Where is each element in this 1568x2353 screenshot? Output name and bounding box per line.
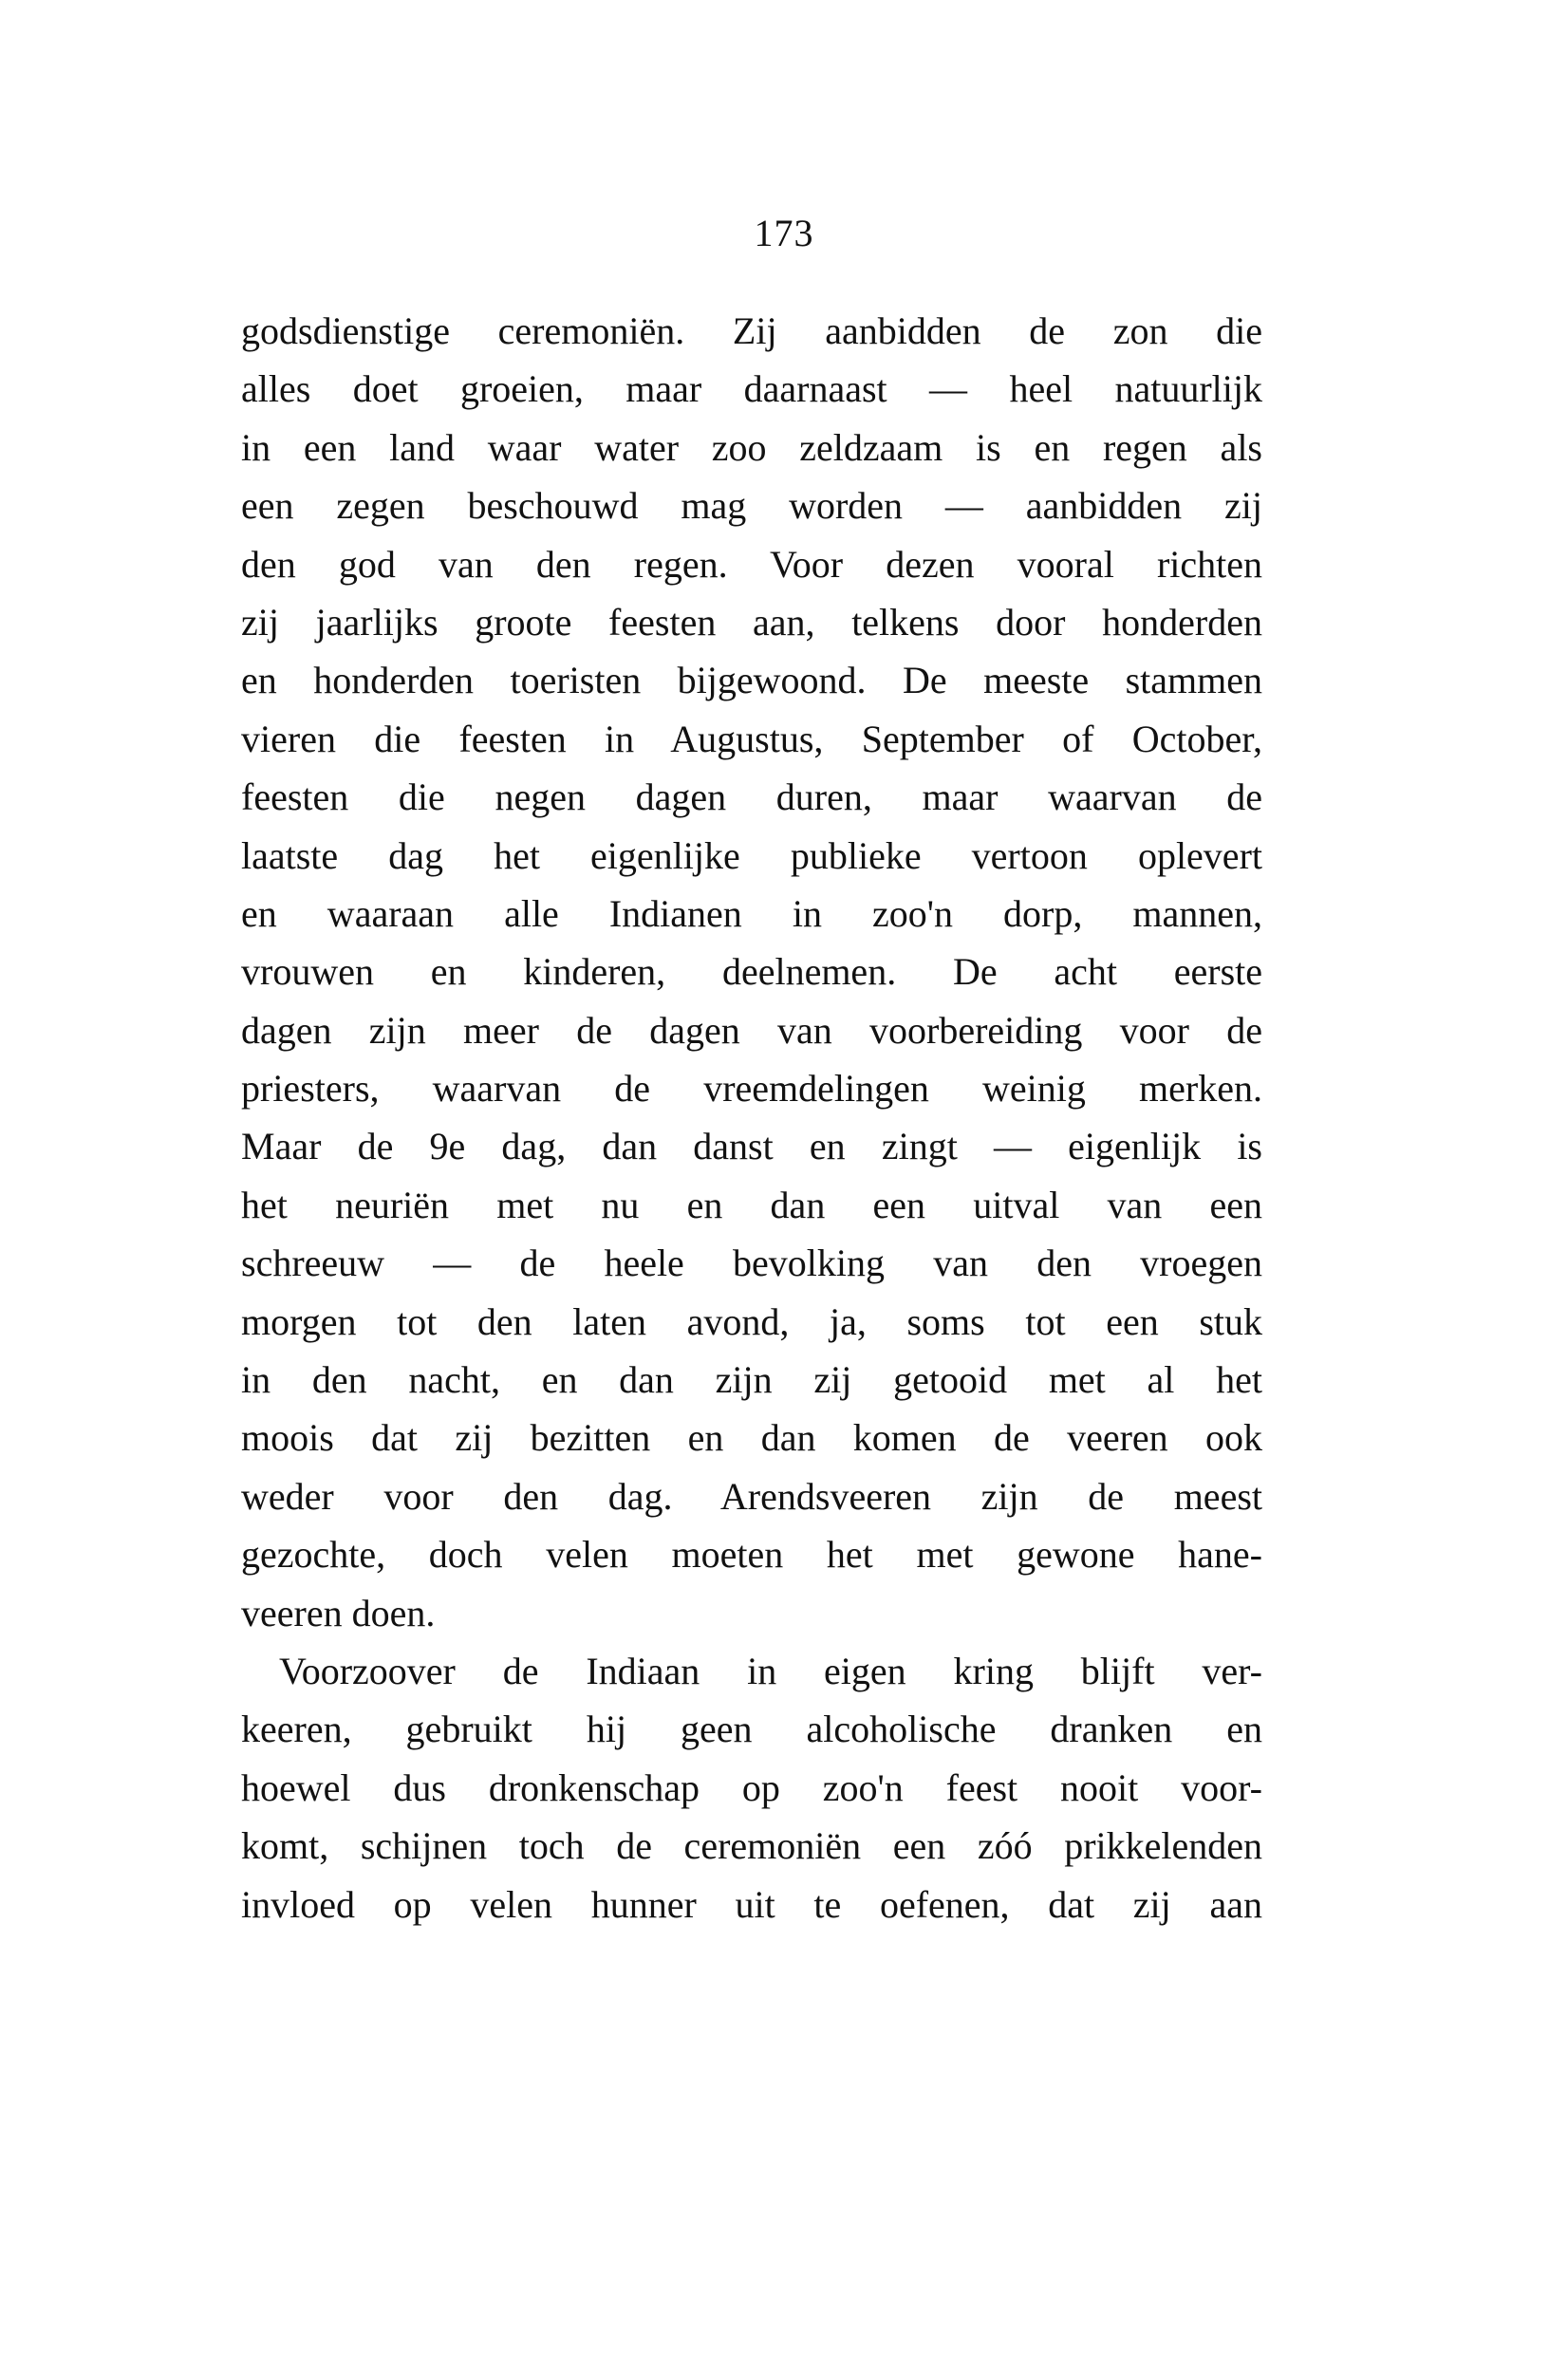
text-line: vrouwen en kinderen, deelnemen. De acht eerste bbox=[241, 950, 1262, 994]
text-line: zij jaarlijks groote feesten aan, telkens door honderden bbox=[241, 600, 1262, 644]
text-line: een zegen beschouwd mag worden — aanbidden zij bbox=[241, 484, 1262, 528]
text-line: in een land waar water zoo zeldzaam is en regen als bbox=[241, 425, 1262, 469]
text-line: godsdienstige ceremoniën. Zij aanbidden de zon die bbox=[241, 309, 1262, 352]
text-line: morgen tot den laten avond, ja, soms tot een stuk bbox=[241, 1299, 1262, 1343]
text-line: laatste dag het eigenlijke publieke vertoon oplevert bbox=[241, 833, 1262, 877]
text-line: komt, schijnen toch de ceremoniën een zóó prikkelenden bbox=[241, 1824, 1262, 1868]
text-line: schreeuw — de heele bevolking van den vroegen bbox=[241, 1242, 1262, 1285]
paragraph-1 bbox=[241, 302, 1262, 1642]
text-line: den god van den regen. Voor dezen vooral richten bbox=[241, 542, 1262, 586]
text-line: alles doet groeien, maar daarnaast — heel natuurlijk bbox=[241, 367, 1262, 411]
text-line: Maar de 9e dag, dan danst en zingt — eigenlijk is bbox=[241, 1125, 1262, 1168]
text-line: priesters, waarvan de vreemdelingen weinig merken. bbox=[241, 1067, 1262, 1111]
text-line: feesten die negen dagen duren, maar waarvan de bbox=[241, 775, 1262, 819]
text-line: het neuriën met nu en dan een uitval van een bbox=[241, 1183, 1262, 1226]
text-line: in den nacht, en dan zijn zij getooid met al het bbox=[241, 1358, 1262, 1402]
body-text bbox=[241, 302, 1262, 1933]
text-line: gezochte, doch velen moeten het met gewone hane- bbox=[241, 1533, 1262, 1577]
text-line: en honderden toeristen bijgewoond. De meeste stammen bbox=[241, 659, 1262, 702]
text-line: hoewel dus dronkenschap op zoo'n feest nooit voor- bbox=[241, 1765, 1262, 1809]
text-line: keeren, gebruikt hij geen alcoholische dranken en bbox=[241, 1708, 1262, 1751]
page-number: 173 bbox=[754, 212, 814, 254]
text-line: moois dat zij bezitten en dan komen de veeren ook bbox=[241, 1416, 1262, 1460]
text-line: en waaraan alle Indianen in zoo'n dorp, mannen, bbox=[241, 891, 1262, 935]
text-line: weder voor den dag. Arendsveeren zijn de meest bbox=[241, 1474, 1262, 1518]
paragraph-2 bbox=[241, 1642, 1262, 1933]
text-line: Voorzoover de Indiaan in eigen kring blijft ver- bbox=[279, 1649, 1262, 1692]
text-line: dagen zijn meer de dagen van voorbereiding voor de bbox=[241, 1008, 1262, 1052]
text-line: vieren die feesten in Augustus, September of October, bbox=[241, 717, 1262, 760]
text-line: veeren doen. bbox=[241, 1591, 436, 1634]
text-line: invloed op velen hunner uit te oefenen, dat zij aan bbox=[241, 1882, 1262, 1926]
